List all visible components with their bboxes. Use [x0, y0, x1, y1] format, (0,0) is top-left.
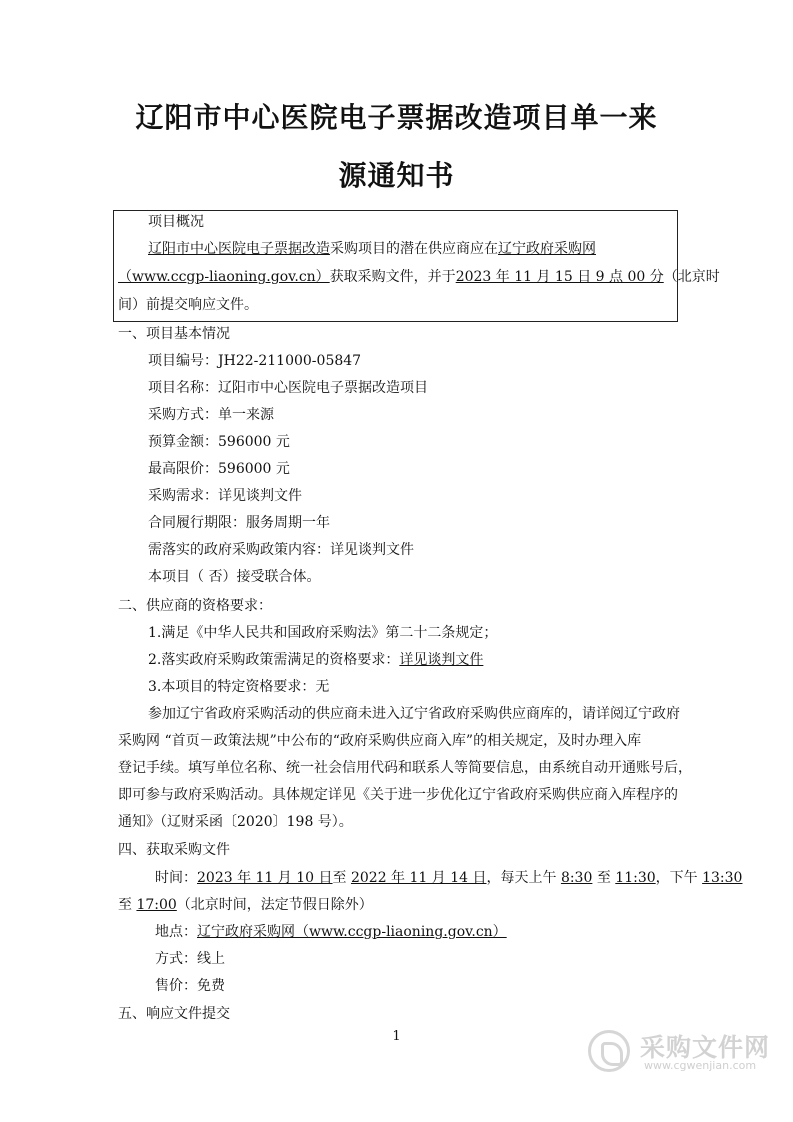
overview-line-1 [148, 239, 596, 259]
requirement-1: 1.满足《中华人民共和国政府采购法》第二十二条规定； [148, 625, 498, 641]
policy-content: 需落实的政府采购政策内容：详见谈判文件 [148, 542, 414, 558]
overview-line-3: 间）前提交响应文件。 [118, 297, 258, 313]
morning-text: ，每天上午 [486, 870, 561, 886]
max-price: 最高限价：596000 元 [148, 461, 290, 477]
overview-text: （北京时 [663, 269, 720, 285]
to-text: 至 [592, 870, 616, 886]
paragraph-line-2: 采购网 “首页－政策法规”中公布的“政府采购供应商入库”的相关规定，及时办理入库 [118, 733, 642, 749]
overview-text: 采购项目的潜在供应商应在 [330, 241, 498, 257]
section-5-heading: 五、响应文件提交 [118, 1006, 230, 1022]
project-name-link: 辽阳市中心医院电子票据改造 [148, 241, 330, 257]
to-text: 至 [118, 897, 137, 913]
requirement-2 [148, 650, 483, 670]
morning-start: 8:30 [560, 870, 593, 886]
morning-end: 11:30 [615, 870, 656, 886]
place-label: 地点： [155, 924, 197, 940]
start-date: 2023 年 11 月 10 日 [197, 870, 333, 886]
afternoon-end: 17:00 [136, 897, 177, 913]
section-4-heading: 四、获取采购文件 [118, 842, 230, 858]
watermark-text: 采购文件网 [640, 1033, 771, 1062]
budget-amount: 预算金额：596000 元 [148, 434, 290, 450]
procurement-demand: 采购需求：详见谈判文件 [148, 488, 302, 504]
consortium-note: 本项目（ 否）接受联合体。 [148, 569, 321, 585]
project-name: 项目名称：辽阳市中心医院电子票据改造项目 [148, 380, 428, 396]
acquisition-time-line-1 [155, 868, 742, 888]
deadline-date: 2023 年 11 月 15 日 9 点 00 分 [455, 269, 664, 285]
overview-line-2 [118, 267, 720, 287]
project-number: 项目编号：JH22-211000-05847 [148, 353, 362, 369]
section-2-heading: 二、供应商的资格要求： [118, 598, 272, 614]
acquisition-time-line-2 [118, 895, 373, 915]
place-link[interactable]: 辽宁政府采购网（www.ccgp-liaoning.gov.cn） [197, 924, 507, 940]
acquisition-place [155, 922, 507, 942]
afternoon-start: 13:30 [702, 870, 743, 886]
acquisition-price: 售价：免费 [155, 978, 225, 994]
contract-period: 合同履行期限：服务周期一年 [148, 515, 330, 531]
requirement-2-text: 2.落实政府采购政策需满足的资格要求： [148, 652, 400, 668]
procurement-site-link[interactable]: 辽宁政府采购网 [498, 241, 596, 257]
watermark-logo-icon [588, 1030, 630, 1072]
negotiation-document-link[interactable]: 详见谈判文件 [399, 652, 484, 668]
procurement-method: 采购方式：单一来源 [148, 407, 274, 423]
watermark-url: www.cgwenjian.com [644, 1059, 757, 1072]
paragraph-line-1: 参加辽宁省政府采购活动的供应商未进入辽宁省政府采购供应商库的，请详阅辽宁政府 [148, 706, 680, 722]
overview-text: 获取采购文件，并于 [329, 269, 456, 285]
paragraph-line-5: 通知》（辽财采函〔2020〕198 号）。 [118, 814, 353, 830]
paragraph-line-4: 即可参与政府采购活动。具体规定详见《关于进一步优化辽宁省政府采购供应商入库程序的 [118, 787, 678, 803]
watermark [588, 1026, 778, 1076]
afternoon-text: ，下午 [655, 870, 703, 886]
site-url[interactable]: （www.ccgp-liaoning.gov.cn） [118, 269, 330, 285]
requirement-3: 3.本项目的特定资格要求：无 [148, 679, 330, 695]
overview-heading: 项目概况 [148, 214, 204, 230]
acquisition-mode: 方式：线上 [155, 951, 225, 967]
end-date: 2022 年 11 月 14 日 [350, 870, 487, 886]
time-label: 时间： [155, 870, 197, 886]
document-title-line-1: 辽阳市中心医院电子票据改造项目单一来 [135, 101, 658, 134]
to-text: 至 [332, 870, 351, 886]
page-number: 1 [392, 1029, 401, 1044]
document-title-line-2: 源通知书 [338, 159, 455, 192]
time-note: （北京时间，法定节假日除外） [176, 897, 373, 913]
paragraph-line-3: 登记手续。填写单位名称、统一社会信用代码和联系人等简要信息，由系统自动开通账号后， [118, 760, 692, 776]
section-1-heading: 一、项目基本情况 [118, 326, 230, 342]
